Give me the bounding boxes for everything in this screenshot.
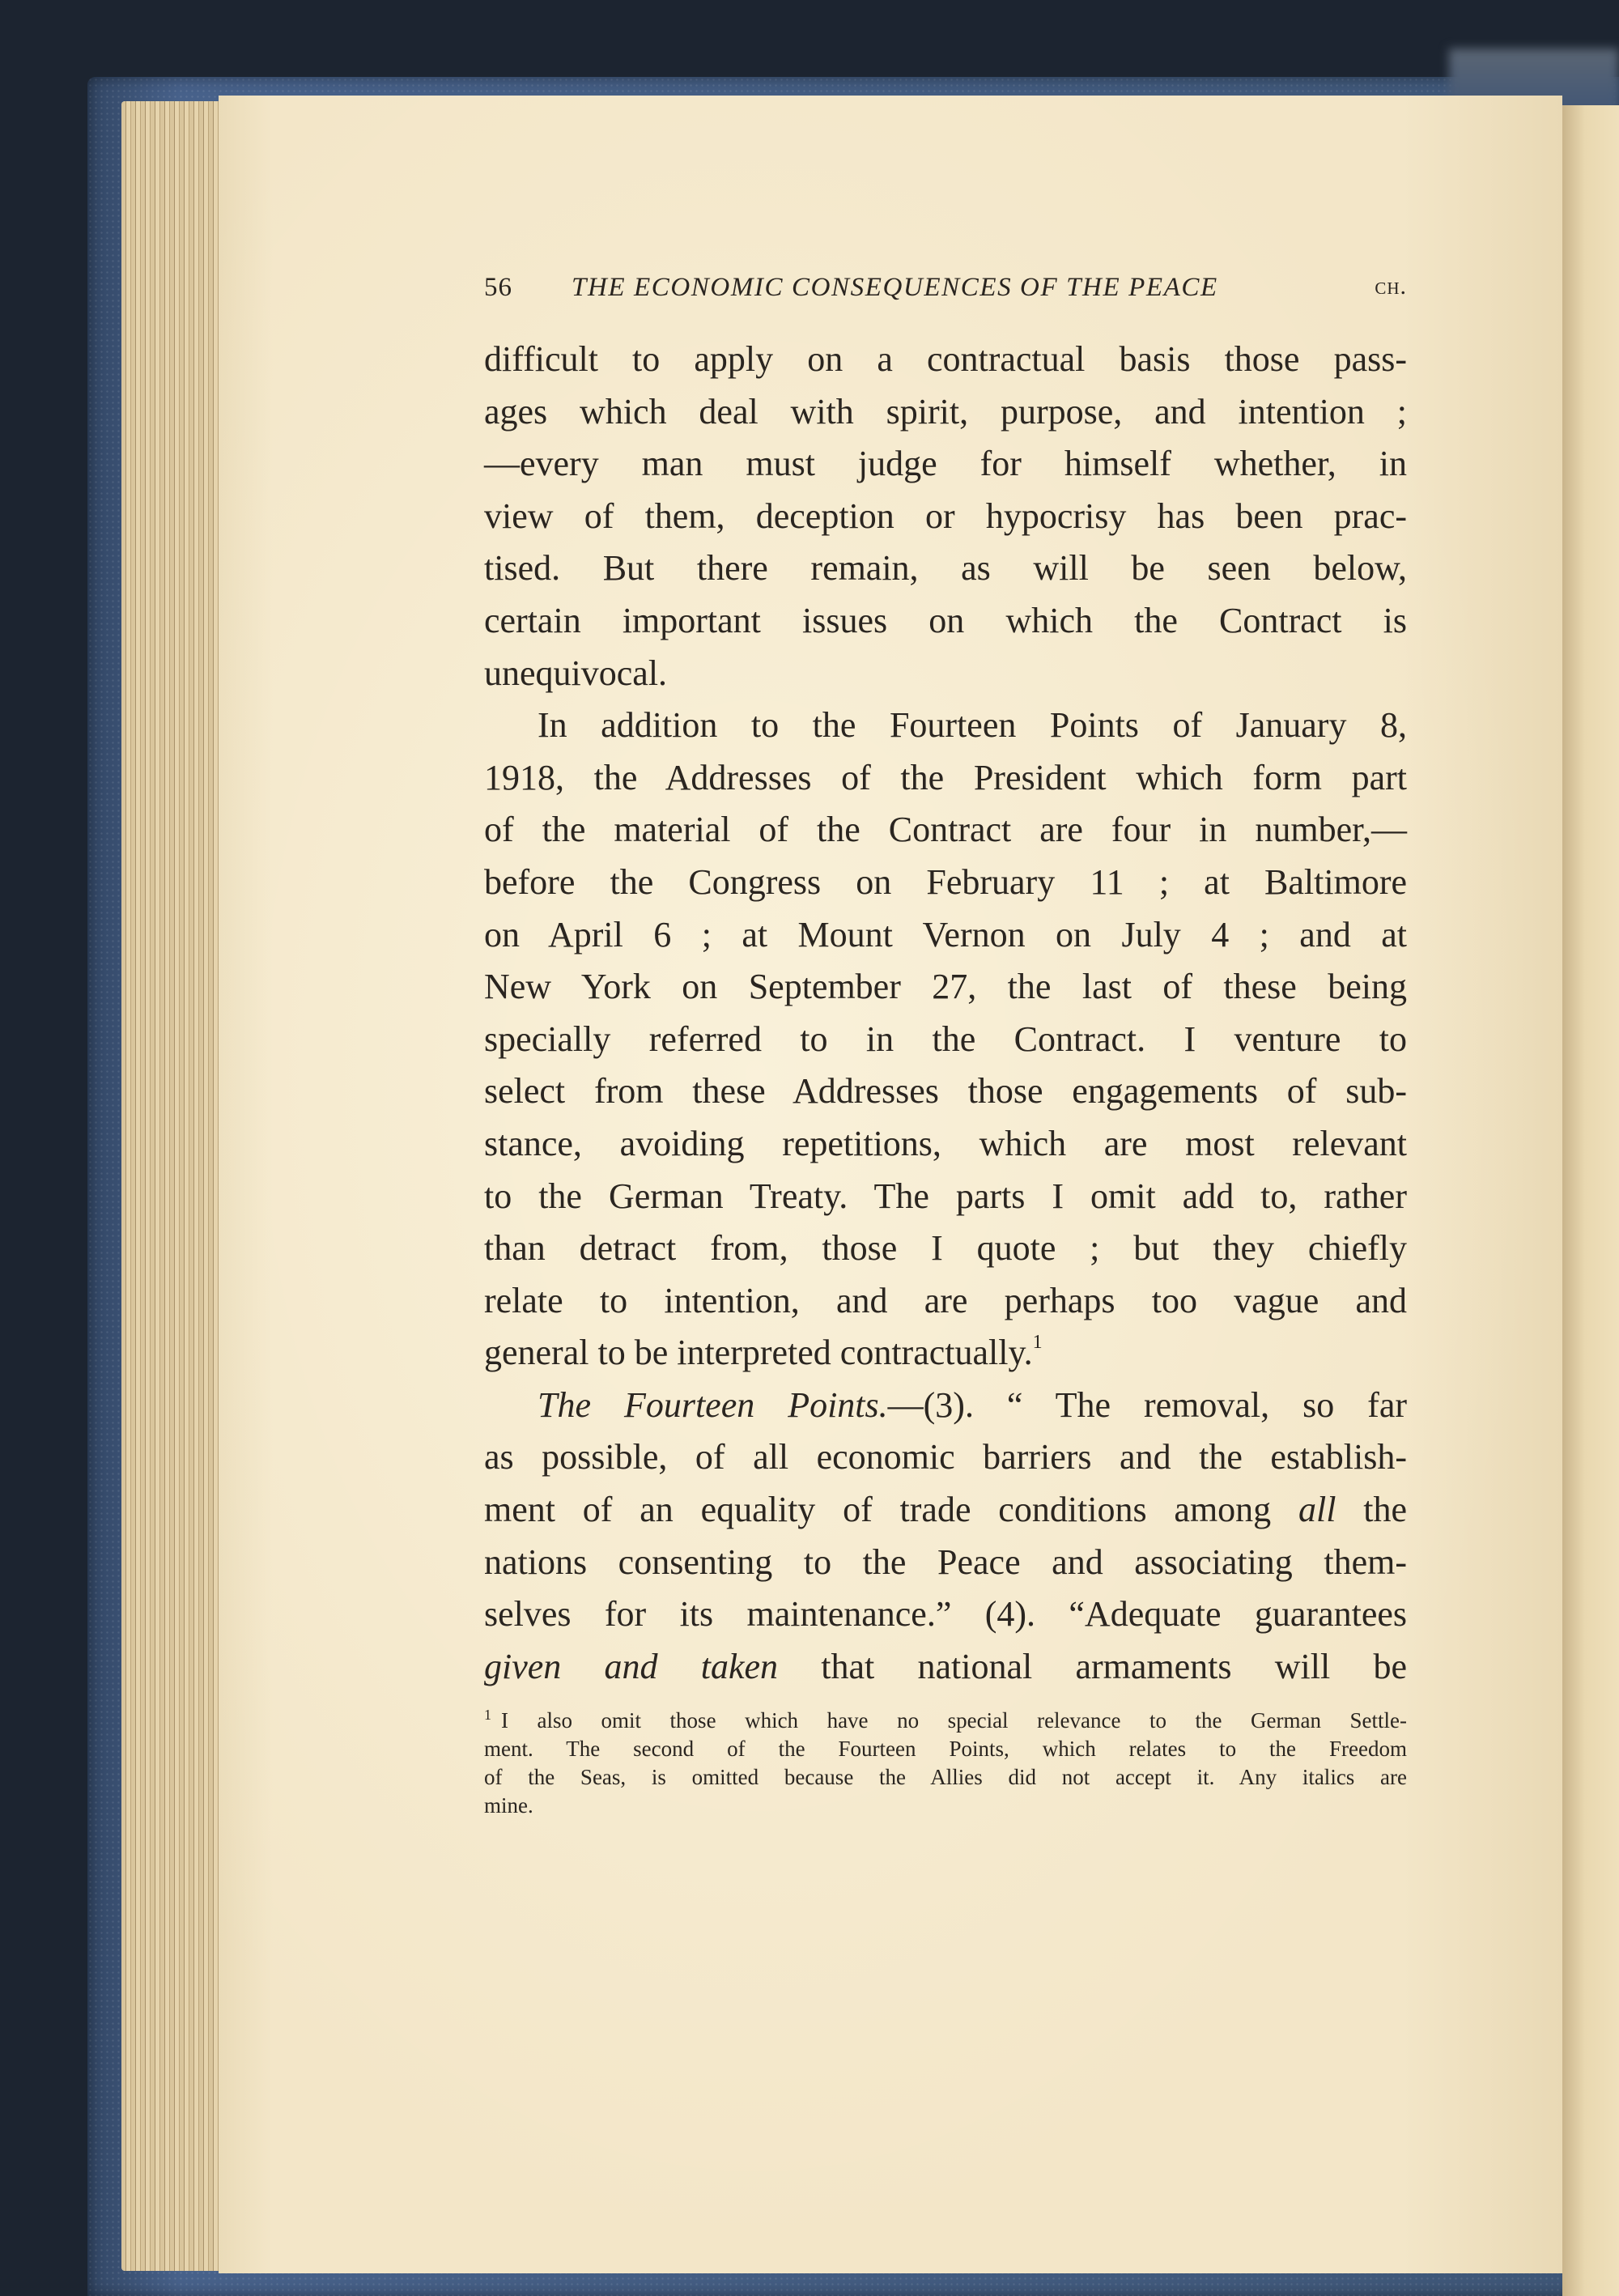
page-edges xyxy=(121,101,235,2271)
text-line xyxy=(484,1484,1407,1537)
text-segment: general to be interpreted contractually. xyxy=(484,1333,1033,1373)
page-number: 56 xyxy=(484,273,512,302)
text-line: —every man must judge for himself whether, in xyxy=(484,444,1407,484)
text-line: relate to intention, and are perhaps too vague and xyxy=(484,1280,1407,1320)
next-page-gutter xyxy=(1562,105,1619,2296)
text-line: of the material of the Contract are four in number,— xyxy=(484,810,1407,850)
italic-emphasis: all xyxy=(1298,1490,1336,1530)
running-title: THE ECONOMIC CONSEQUENCES OF THE PEACE xyxy=(572,273,1218,302)
text-line xyxy=(484,1641,1407,1694)
text-line xyxy=(484,1327,1407,1380)
text-line: tised. But there remain, as will be seen below, xyxy=(484,548,1407,589)
footnote-reference: 1 xyxy=(1032,1332,1043,1354)
footnote xyxy=(484,1707,1407,1820)
text-segment: ment of an equality of trade conditions among xyxy=(484,1490,1298,1530)
text-line xyxy=(484,1380,1407,1432)
text-line: certain important issues on which the Contract is xyxy=(484,600,1407,640)
footnote-line: of the Seas, is omitted because the Allies did not accept it. Any italics are xyxy=(484,1765,1407,1789)
text-line: stance, avoiding repetitions, which are most relevant xyxy=(484,1123,1407,1163)
text-line: In addition to the Fourteen Points of January 8, xyxy=(538,705,1407,746)
footnote-line: mine. xyxy=(484,1793,533,1818)
text-line: as possible, of all economic barriers and the establish- xyxy=(484,1437,1407,1478)
text-line: view of them, deception or hypocrisy has been prac- xyxy=(484,495,1407,536)
text-line: than detract from, those I quote ; but they chiefly xyxy=(484,1228,1407,1269)
chapter-mark: ch. xyxy=(1375,273,1407,300)
text-line: select from these Addresses those engagements of sub- xyxy=(484,1071,1407,1112)
text-line: unequivocal. xyxy=(484,653,668,693)
text-line: selves for its maintenance.” (4). “Adequate guarantees xyxy=(484,1594,1407,1635)
text-segment: that national armaments will be xyxy=(778,1646,1407,1686)
section-heading: The Fourteen Points. xyxy=(538,1384,888,1425)
running-header xyxy=(484,273,1407,312)
text-line: New York on September 27, the last of these being xyxy=(484,967,1407,1007)
text-line: on April 6 ; at Mount Vernon on July 4 ; and at xyxy=(484,914,1407,955)
text-line: before the Congress on February 11 ; at Baltimore xyxy=(484,861,1407,902)
footnote-line xyxy=(484,1707,1407,1735)
text-segment: —(3). “ The removal, so far xyxy=(887,1384,1408,1425)
text-line: difficult to apply on a contractual basis those pass- xyxy=(484,339,1407,379)
text-segment: I also omit those which have no special relevance to the German Settle- xyxy=(501,1708,1407,1733)
text-segment: the xyxy=(1336,1490,1407,1530)
body-text xyxy=(484,334,1407,1693)
text-line: specially referred to in the Contract. I venture to xyxy=(484,1018,1407,1059)
text-line: to the German Treaty. The parts I omit add to, rather xyxy=(484,1176,1407,1216)
italic-emphasis: given and taken xyxy=(484,1646,779,1686)
footnote-line: ment. The second of the Fourteen Points, which relates to the Freedom xyxy=(484,1737,1407,1761)
text-line: ages which deal with spirit, purpose, and intention ; xyxy=(484,391,1407,432)
text-line: 1918, the Addresses of the President which form part xyxy=(484,757,1407,797)
text-line: nations consenting to the Peace and associating them- xyxy=(484,1541,1407,1582)
footnote-marker: 1 xyxy=(484,1707,491,1723)
